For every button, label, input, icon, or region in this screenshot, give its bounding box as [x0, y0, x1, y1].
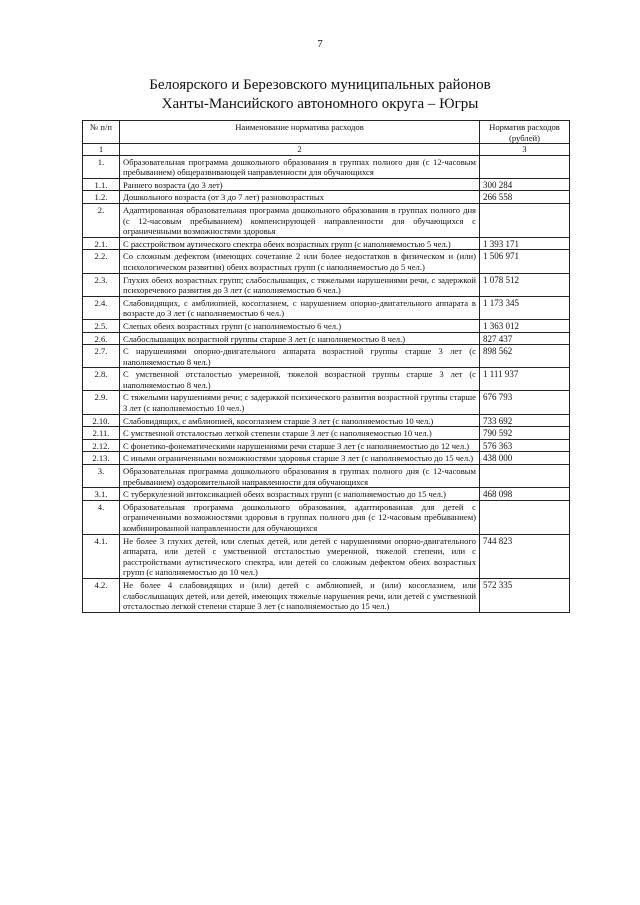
header-number: № п/п	[83, 121, 120, 144]
row-value	[480, 203, 570, 237]
row-name: Со сложным дефектом (имеющих сочетание 2 или более недостатков в физическом и (или) психологическом развитии) обеих возрастных групп (с наполняемостью до 5 чел.)	[120, 250, 480, 273]
row-name: Не более 3 глухих детей, или слепых детей, или детей с нарушениями опорно-двигательного аппарата, или детей с умственной отсталостью умеренной, тяжелой степени, или с расстройствами аутистического спектра, или детей со сложным дефектом обеих возрастных групп (с наполняемостью до 10 чел.)	[120, 534, 480, 578]
column-index-2: 2	[120, 144, 480, 156]
expense-norms-table	[82, 120, 570, 613]
row-value: 827 437	[480, 332, 570, 345]
row-number: 2.11.	[83, 427, 120, 440]
row-name: Слабовидящих, с амблиопией, косоглазием, с нарушением опорно-двигательного аппарата в возрасте до 3 лет (с наполняемостью 6 чел.)	[120, 296, 480, 319]
row-value: 572 335	[480, 578, 570, 612]
document-heading	[0, 76, 640, 114]
table-header-row	[83, 121, 570, 144]
row-value	[480, 465, 570, 488]
row-name: Слепых обеих возрастных групп (с наполняемостью 6 чел.)	[120, 319, 480, 332]
row-name: С расстройством аутического спектра обеих возрастных групп (с наполняемостью 5 чел.)	[120, 237, 480, 250]
table-row	[83, 534, 570, 578]
row-number: 2.9.	[83, 391, 120, 414]
row-number: 2.8.	[83, 368, 120, 391]
row-name: Адаптированная образовательная программа дошкольного образования в группах полного дня (с 12-часовым пребыванием) компенсирующей направленности для обучающихся с ограниченными возможностями здоровья	[120, 203, 480, 237]
row-name: Образовательная программа дошкольного образования в группах полного дня (с 12-часовым пребыванием) общеразвивающей направленности для обучающихся	[120, 155, 480, 178]
row-value	[480, 500, 570, 534]
row-name: С фонетико-фонематическими нарушениями речи старше 3 лет (с наполняемостью до 12 чел.)	[120, 439, 480, 452]
table-row	[83, 465, 570, 488]
row-number: 1.	[83, 155, 120, 178]
row-number: 4.1.	[83, 534, 120, 578]
header-value: Норматив расходов (рублей)	[480, 121, 570, 144]
row-number: 4.2.	[83, 578, 120, 612]
row-value: 1 173 345	[480, 296, 570, 319]
table-row	[83, 439, 570, 452]
column-index-3: 3	[480, 144, 570, 156]
row-value: 790 592	[480, 427, 570, 440]
row-name: Раннего возраста (до 3 лет)	[120, 178, 480, 191]
table-row	[83, 391, 570, 414]
row-name: Глухих обеих возрастных групп; слабослышащих, с тяжелыми нарушениями речи, с задержкой психоречевого развития до 3 лет (с наполняемостью 6 чел.)	[120, 273, 480, 296]
row-number: 1.1.	[83, 178, 120, 191]
table-row	[83, 332, 570, 345]
table-row	[83, 500, 570, 534]
row-number: 4.	[83, 500, 120, 534]
table-row	[83, 237, 570, 250]
row-value: 266 558	[480, 191, 570, 204]
row-name: Образовательная программа дошкольного образования, адаптированная для детей с ограниченными возможностями здоровья в группах полного дня (с 12-часовым пребыванием) комбинированной направленности для обучающихся	[120, 500, 480, 534]
row-number: 2.1.	[83, 237, 120, 250]
row-name: Образовательная программа дошкольного образования в группах полного дня (с 12-часовым пребыванием) оздоровительной направленности для обучающихся	[120, 465, 480, 488]
table-row	[83, 203, 570, 237]
header-name: Наименование норматива расходов	[120, 121, 480, 144]
row-value: 676 793	[480, 391, 570, 414]
table-row	[83, 578, 570, 612]
row-name: С иными ограниченными возможностями здоровья старше 3 лет (с наполняемостью до 15 чел.)	[120, 452, 480, 465]
row-value: 1 078 512	[480, 273, 570, 296]
table-row	[83, 427, 570, 440]
row-value: 1 393 171	[480, 237, 570, 250]
row-number: 2.3.	[83, 273, 120, 296]
row-name: С нарушениями опорно-двигательного аппарата возрастной группы старше 3 лет (с наполняемостью 8 чел.)	[120, 345, 480, 368]
row-number: 2.4.	[83, 296, 120, 319]
row-name: С тяжелыми нарушениями речи; с задержкой психического развития возрастной группы старше 3 лет (с наполняемостью 10 чел.)	[120, 391, 480, 414]
table-row	[83, 452, 570, 465]
row-name: Слабослышащих возрастной группы старше 3 лет (с наполняемостью 8 чел.)	[120, 332, 480, 345]
row-value: 300 284	[480, 178, 570, 191]
row-name: Слабовидящих, с амблиопией, косоглазием старше 3 лет (с наполняемостью 10 чел.)	[120, 414, 480, 427]
heading-line-2: Ханты-Мансийского автономного округа – Югры	[161, 96, 479, 112]
row-number: 2.13.	[83, 452, 120, 465]
row-value: 576 363	[480, 439, 570, 452]
column-index-row	[83, 144, 570, 156]
row-name: С туберкулезной интоксикацией обеих возрастных групп (с наполняемостью до 15 чел.)	[120, 488, 480, 501]
row-number: 2.6.	[83, 332, 120, 345]
row-name: С умственной отсталостью легкой степени старше 3 лет (с наполняемостью 10 чел.)	[120, 427, 480, 440]
table-row	[83, 155, 570, 178]
table-row	[83, 345, 570, 368]
row-name: Не более 4 слабовидящих и (или) детей с амблиопией, и (или) косоглазием, или слабослышащих детей, или детей, имеющих тяжелые нарушения речи, или детей с умственной отсталостью легкой степени старше 3 лет (с наполняемостью до 15 чел.)	[120, 578, 480, 612]
column-index-1: 1	[83, 144, 120, 156]
row-name: Дошкольного возраста (от 3 до 7 лет) разновозрастных	[120, 191, 480, 204]
row-number: 1.2.	[83, 191, 120, 204]
row-number: 3.1.	[83, 488, 120, 501]
row-number: 2.7.	[83, 345, 120, 368]
heading-line-1: Белоярского и Березовского муниципальных районов	[149, 77, 491, 93]
row-value: 438 000	[480, 452, 570, 465]
row-number: 2.12.	[83, 439, 120, 452]
row-value: 1 506 971	[480, 250, 570, 273]
row-value: 1 111 937	[480, 368, 570, 391]
table-row	[83, 319, 570, 332]
row-number: 2.	[83, 203, 120, 237]
row-value: 1 363 012	[480, 319, 570, 332]
table-row	[83, 250, 570, 273]
row-value: 733 692	[480, 414, 570, 427]
page-number: 7	[317, 38, 323, 50]
row-value: 898 562	[480, 345, 570, 368]
table-row	[83, 178, 570, 191]
table-row	[83, 296, 570, 319]
row-value	[480, 155, 570, 178]
row-value: 468 098	[480, 488, 570, 501]
row-number: 2.10.	[83, 414, 120, 427]
row-number: 2.2.	[83, 250, 120, 273]
table-row	[83, 273, 570, 296]
row-name: С умственной отсталостью умеренной, тяжелой возрастной группы старше 3 лет (с наполняемостью 8 чел.)	[120, 368, 480, 391]
row-number: 2.5.	[83, 319, 120, 332]
row-number: 3.	[83, 465, 120, 488]
table-row	[83, 191, 570, 204]
table-row	[83, 368, 570, 391]
table-row	[83, 414, 570, 427]
row-value: 744 823	[480, 534, 570, 578]
table-row	[83, 488, 570, 501]
